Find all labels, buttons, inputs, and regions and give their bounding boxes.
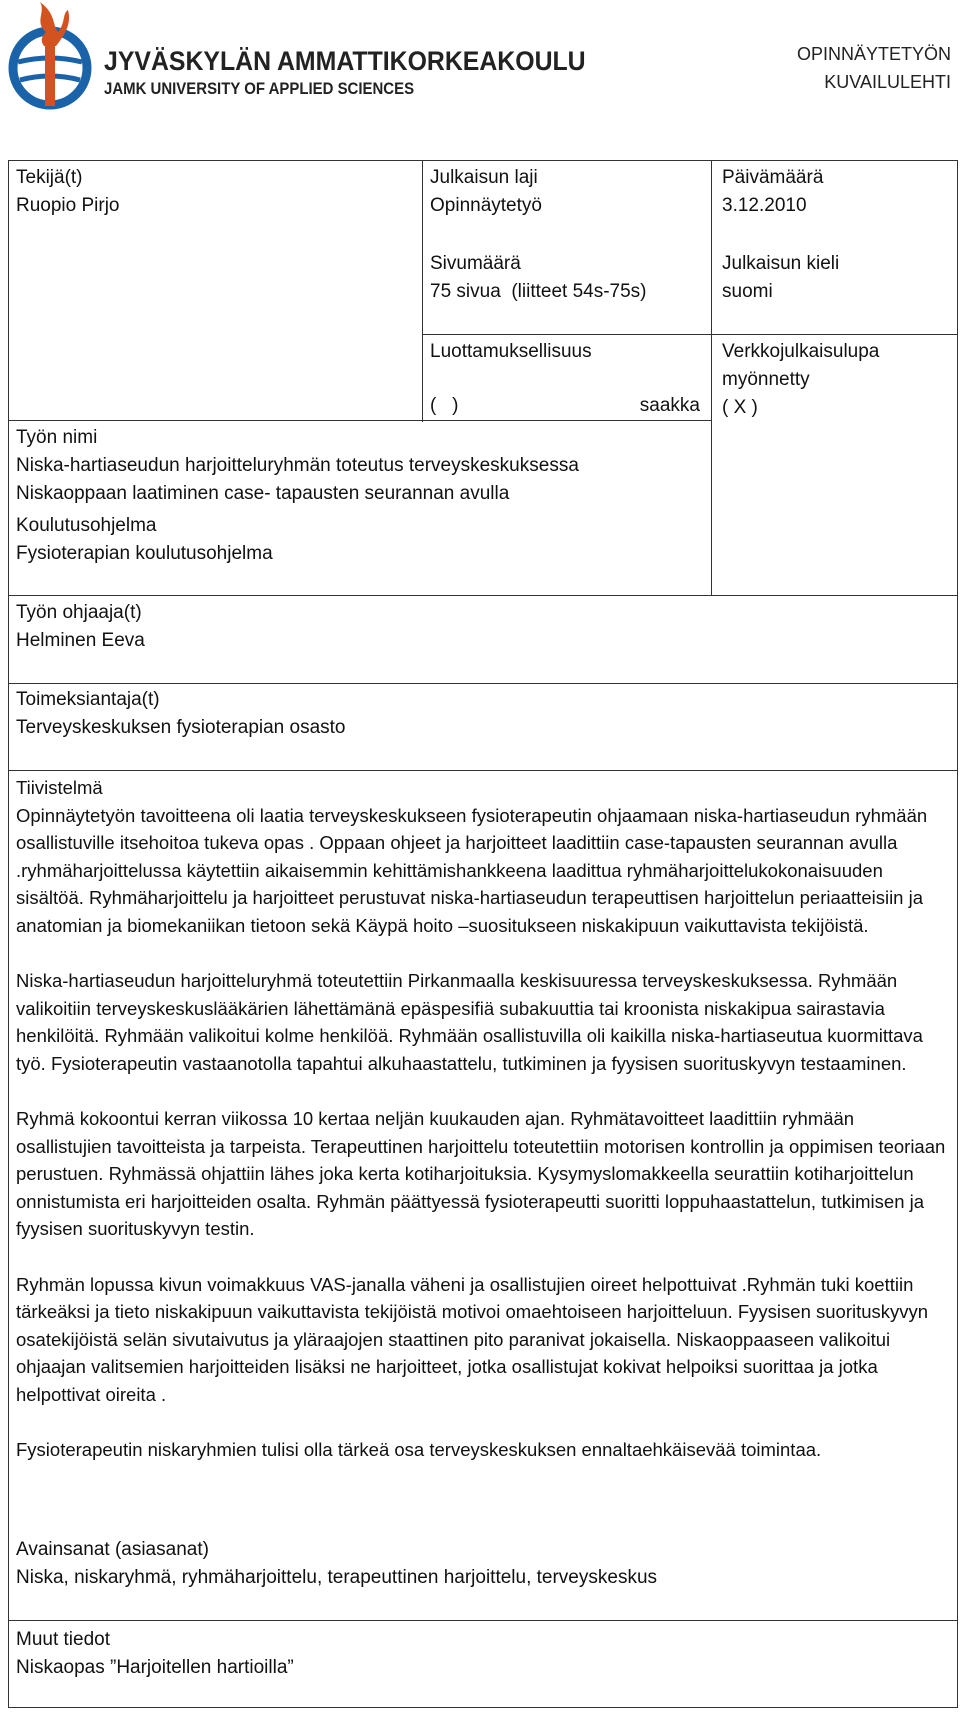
confidentiality-check: ( ): [430, 395, 459, 416]
abstract-paragraph: Ryhmän lopussa kivun voimakkuus VAS-janalla väheni ja osallistujien oireet helpottuivat .Ryhmän tuki koettiin tärkeäksi ja tieto niskakipuun vaikuttavista tekijöistä motivoi omaehtoiseen harjoitteluun. Fyysisen suorituskyvyn osatekijöistä selän sivutaivutus ja yläraajojen staattinen pito paranivat jokaisella. Niskaoppaaseen valikoitui ohjaajan valitsemien harjoitteiden lisäksi ne harjoitteet, jotka osallistujat kokivat helpoiksi suorittaa ja jotka helpottivat oireita .: [16, 1273, 929, 1405]
jamk-logo-icon: [6, 2, 94, 110]
abstract-section: [16, 774, 946, 1464]
program-field: [16, 512, 273, 568]
divider-horizontal-supervisor: [8, 595, 958, 596]
abstract-paragraph: Opinnäytetyön tavoitteena oli laatia terveyskeskukseen fysioterapeutin ohjaamaan niska-hartiaseudun ryhmään osallistuville itsehoitoa tukeva opas . Oppaan ohjeet ja harjoitteet laadittiin case-tapausten seurannan avulla .ryhmäharjoittelussa käytettiin aikaisemmin kehittämishankkeena laadittua ryhmäharjoittelukokonaisuuden sisältöä. Ryhmäharjoittelu ja harjoitteet perustuvat niska-hartiaseudun terapeuttisen harjoittelun periaatteisiin ja anatomian ja biomekaniikan tietoon sekä Käypä hoito –suositukseen niskakipuun vaikuttavista tekijöistä.: [16, 804, 928, 936]
abstract-paragraph: Niska-hartiaseudun harjoitteluryhmä toteutettiin Pirkanmaalla keskisuuressa terveyskeskuksessa. Ryhmään valikoitiin terveyskeskuslääkärien lähettämänä epäspesifiä subakuuttia tai kroonista niskakipua sairastavia henkilöitä. Ryhmään valikoitui kolme henkilöä. Ryhmään osallistuvilla oli kaikilla niska-hartiaseutua kuormittava työ. Fysioterapeutin vastaanotolla tapahtui alkuhaastattelu, tutkiminen ja fyysisen suorituskyvyn testaaminen.: [16, 970, 923, 1074]
other-info-label: Muut tiedot: [16, 1629, 110, 1650]
pub-type-value: Opinnäytetyö: [430, 195, 542, 216]
confidentiality-until: saakka: [639, 395, 700, 416]
document-type: [797, 40, 951, 96]
keywords-label: Avainsanat (asiasanat): [16, 1539, 209, 1560]
language-value: suomi: [722, 281, 773, 302]
keywords-field: [16, 1536, 657, 1592]
author-field: [16, 164, 120, 220]
abstract-label: Tiivistelmä: [16, 777, 103, 798]
web-permission-label-1: Verkkojulkaisulupa: [722, 341, 880, 362]
pub-type-label: Julkaisun laji: [430, 167, 538, 188]
language-field: [722, 250, 839, 306]
title-label: Työn nimi: [16, 427, 98, 448]
abstract-paragraph: Ryhmä kokoontui kerran viikossa 10 kertaa neljän kuukauden ajan. Ryhmätavoitteet laadittiin ryhmään osallistujien tavoitteista ja tarpeista. Terapeuttinen harjoittelu toteutettiin motorisen kontrollin ja oppimisen teoriaan perustuen. Ryhmässä ohjattiin lähes joka kerta kotiharjoituksia. Kysymyslomakkeella seurattiin kotiharjoittelun onnistumista eri harjoitteiden osalta. Ryhmän päättyessä fysioterapeutti suoritti loppuhaastattelun, tutkimisen ja fyysisen suorituskyvyn testin.: [16, 1108, 946, 1239]
divider-vertical-3: [711, 420, 712, 595]
title-line2: Niskaoppaan laatiminen case- tapausten seurannan avulla: [16, 483, 510, 504]
divider-horizontal-title: [8, 420, 711, 421]
confidentiality-label: Luottamuksellisuus: [430, 341, 592, 362]
divider-vertical-1: [422, 160, 423, 422]
divider-vertical-2: [711, 160, 712, 422]
date-field: [722, 164, 823, 220]
supervisor-label: Työn ohjaaja(t): [16, 602, 142, 623]
pub-type-field: [430, 164, 542, 220]
date-label: Päivämäärä: [722, 167, 824, 188]
divider-horizontal-commissioner: [8, 683, 958, 684]
university-name: [104, 46, 628, 100]
document-type-line1: OPINNÄYTETYÖN: [796, 44, 951, 64]
other-info-field: [16, 1626, 294, 1682]
date-value: 3.12.2010: [722, 195, 807, 216]
document-type-line2: KUVAILULEHTI: [824, 72, 951, 92]
commissioner-field: [16, 686, 346, 742]
divider-horizontal-web: [711, 334, 958, 335]
pages-value: 75 sivua (liitteet 54s-75s): [430, 281, 647, 302]
abstract-paragraph: Fysioterapeutin niskaryhmien tulisi olla tärkeä osa terveyskeskuksen ennaltaehkäisevää toimintaa.: [16, 1439, 822, 1460]
university-name-en: JAMK UNIVERSITY OF APPLIED SCIENCES: [104, 79, 415, 98]
other-info-value: Niskaopas ”Harjoitellen hartioilla”: [16, 1657, 294, 1678]
web-permission-value: ( X ): [722, 397, 758, 418]
title-field: [16, 424, 579, 508]
university-name-fi: JYVÄSKYLÄN AMMATTIKORKEAKOULU: [104, 46, 586, 76]
divider-horizontal-abstract: [8, 770, 958, 771]
page-header: [0, 0, 960, 130]
web-permission-label-2: myönnetty: [722, 369, 810, 390]
supervisor-value: Helminen Eeva: [16, 630, 145, 651]
author-label: Tekijä(t): [16, 167, 83, 188]
program-label: Koulutusohjelma: [16, 515, 157, 536]
pages-label: Sivumäärä: [430, 253, 521, 274]
commissioner-value: Terveyskeskuksen fysioterapian osasto: [16, 717, 346, 738]
divider-horizontal-other: [8, 1620, 958, 1621]
web-permission-field: [722, 338, 879, 422]
program-value: Fysioterapian koulutusohjelma: [16, 543, 273, 564]
author-value: Ruopio Pirjo: [16, 195, 120, 216]
commissioner-label: Toimeksiantaja(t): [16, 689, 160, 710]
supervisor-field: [16, 599, 145, 655]
pages-field: [430, 250, 647, 306]
title-line1: Niska-hartiaseudun harjoitteluryhmän toteutus terveyskeskuksessa: [16, 455, 579, 476]
language-label: Julkaisun kieli: [722, 253, 840, 274]
divider-horizontal-conf: [422, 334, 711, 335]
keywords-value: Niska, niskaryhmä, ryhmäharjoittelu, terapeuttinen harjoittelu, terveyskeskus: [16, 1567, 658, 1588]
